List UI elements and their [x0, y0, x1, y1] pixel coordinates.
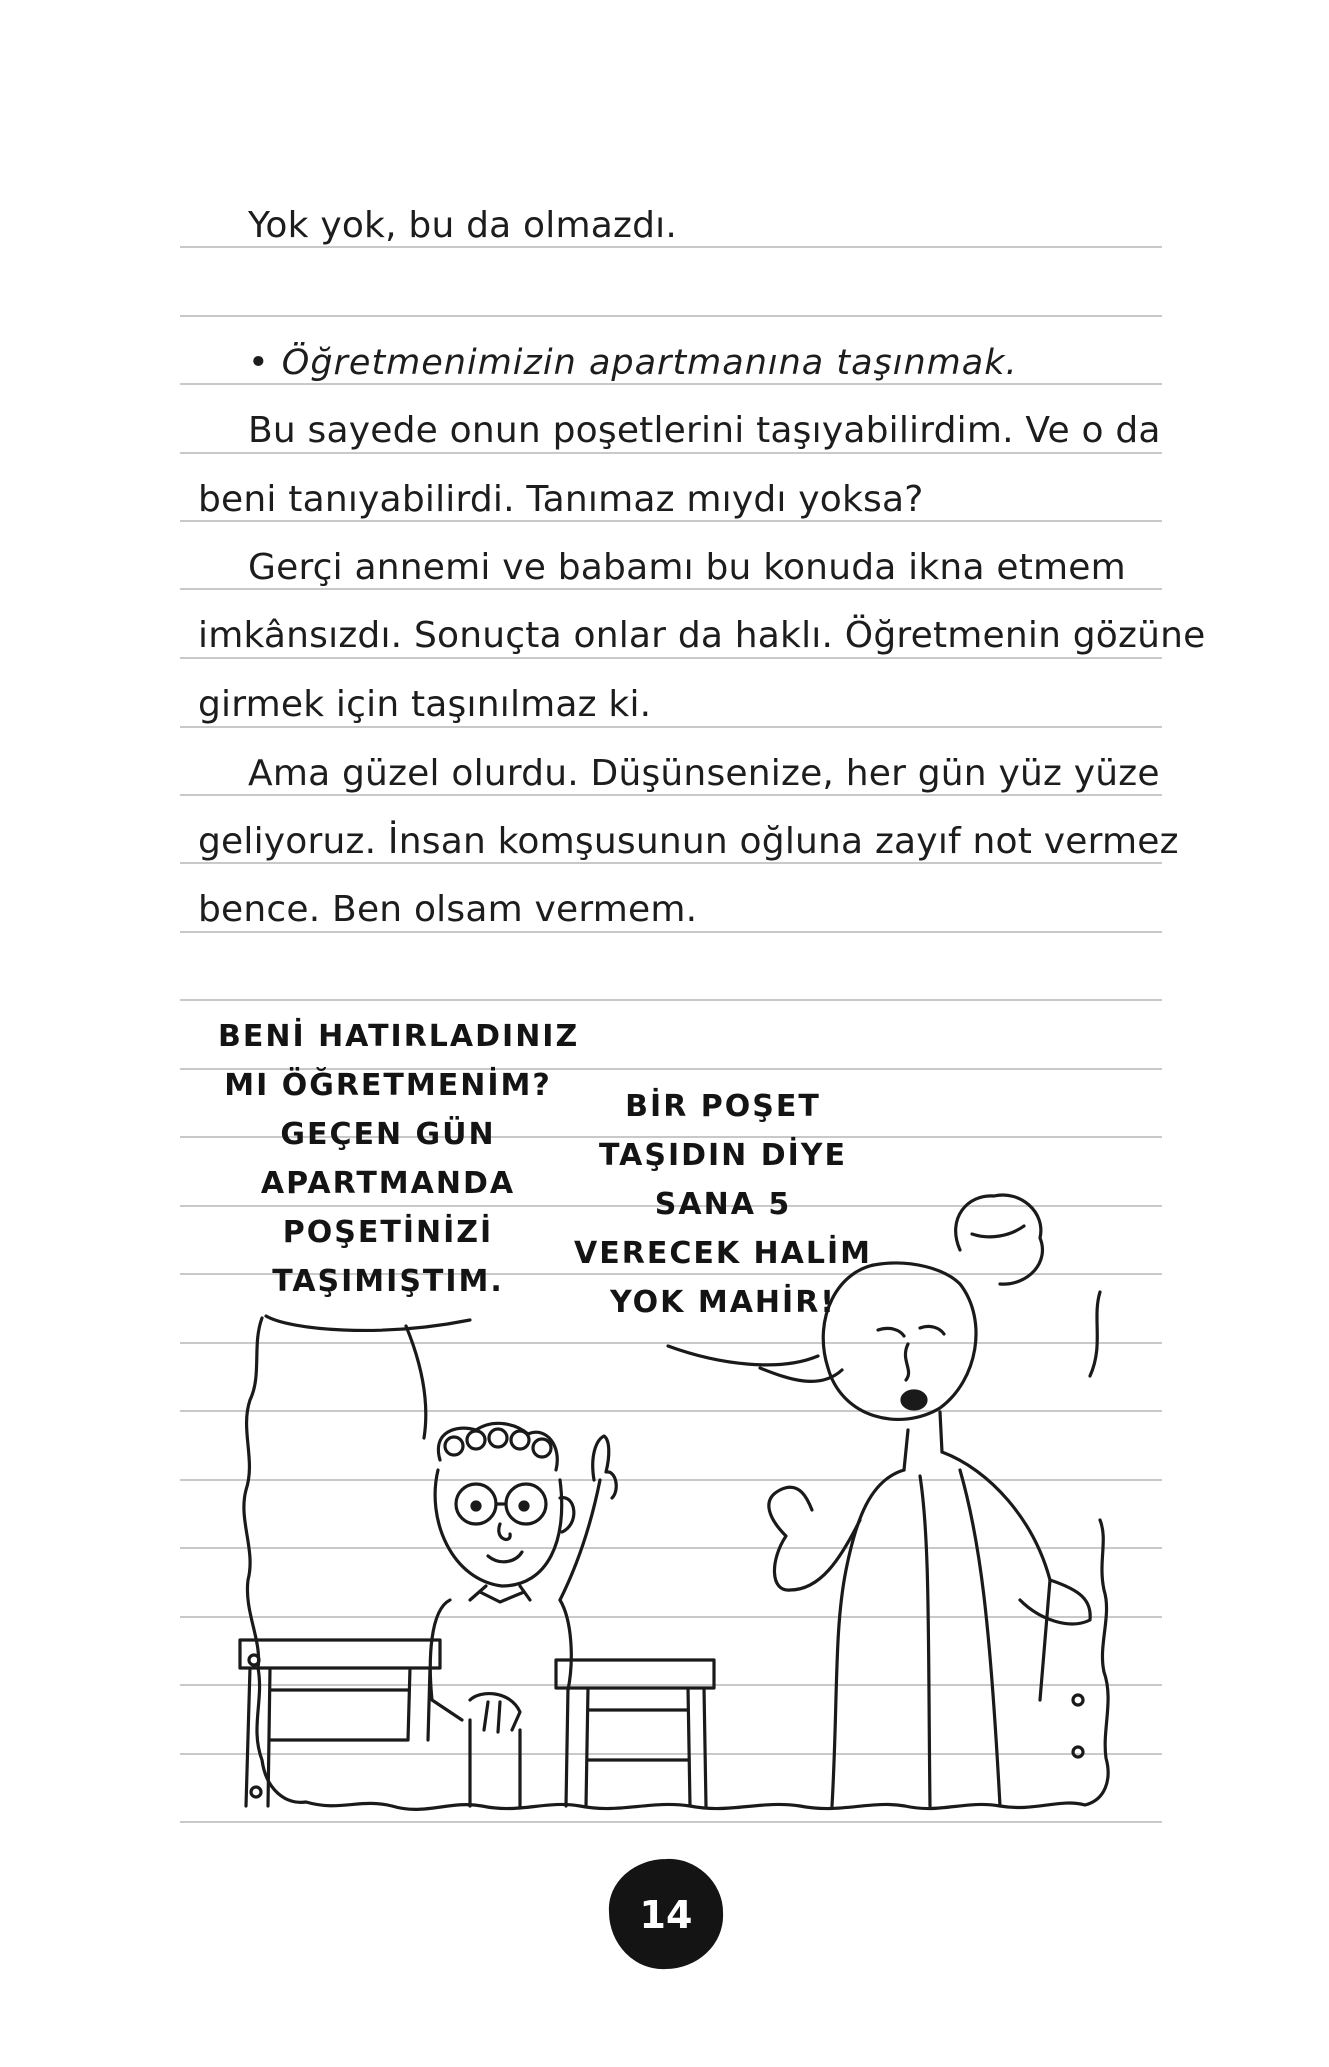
paragraph-line: beni tanıyabilirdi. Tanımaz mıydı yoksa? — [198, 479, 924, 520]
speech-line: TAŞIMIŞTIM. — [272, 1264, 504, 1299]
speech-line: MI ÖĞRETMENİM? — [224, 1068, 552, 1103]
paragraph-line: Yok yok, bu da olmazdı. — [248, 205, 678, 246]
paragraph-line: Bu sayede onun poşetlerini taşıyabilirdim. Ve o da — [248, 410, 1161, 451]
speech-line: TAŞIDIN DİYE — [598, 1138, 848, 1173]
paragraph-line: geliyoruz. İnsan komşusunun oğluna zayıf not vermez — [198, 821, 1179, 862]
teacher-speech-tail — [668, 1346, 842, 1381]
paragraph-line: girmek için taşınılmaz ki. — [198, 684, 652, 725]
teacher-speech-bubble — [558, 1082, 888, 1327]
speech-line: SANA 5 — [654, 1187, 792, 1222]
speech-line: BİR POŞET — [625, 1089, 821, 1124]
page-number: 14 — [639, 1893, 693, 1937]
boy-speech-bubble — [218, 1012, 580, 1306]
speech-line: GEÇEN GÜN — [280, 1117, 496, 1152]
right-desk — [556, 1660, 714, 1806]
paragraph-line: Gerçi annemi ve babamı bu konuda ikna etmem — [248, 547, 1126, 588]
paragraph-line: Ama güzel olurdu. Düşünsenize, her gün yüz yüze — [248, 753, 1160, 794]
speech-line: BENİ HATIRLADINIZ — [218, 1019, 580, 1054]
boy-speech-tail — [266, 1316, 470, 1438]
paragraph-line: bence. Ben olsam vermem. — [198, 889, 698, 930]
paragraph-line: imkânsızdı. Sonuçta onlar da haklı. Öğretmenin gözüne — [198, 615, 1206, 656]
speech-line: VERECEK HALİM — [574, 1236, 872, 1271]
speech-line: APARTMANDA — [260, 1166, 516, 1201]
speech-line: POŞETİNİZİ — [282, 1215, 494, 1250]
bullet-heading: • Öğretmenimizin apartmanına taşınmak. — [248, 343, 1018, 383]
speech-line: YOK MAHİR! — [610, 1285, 836, 1320]
